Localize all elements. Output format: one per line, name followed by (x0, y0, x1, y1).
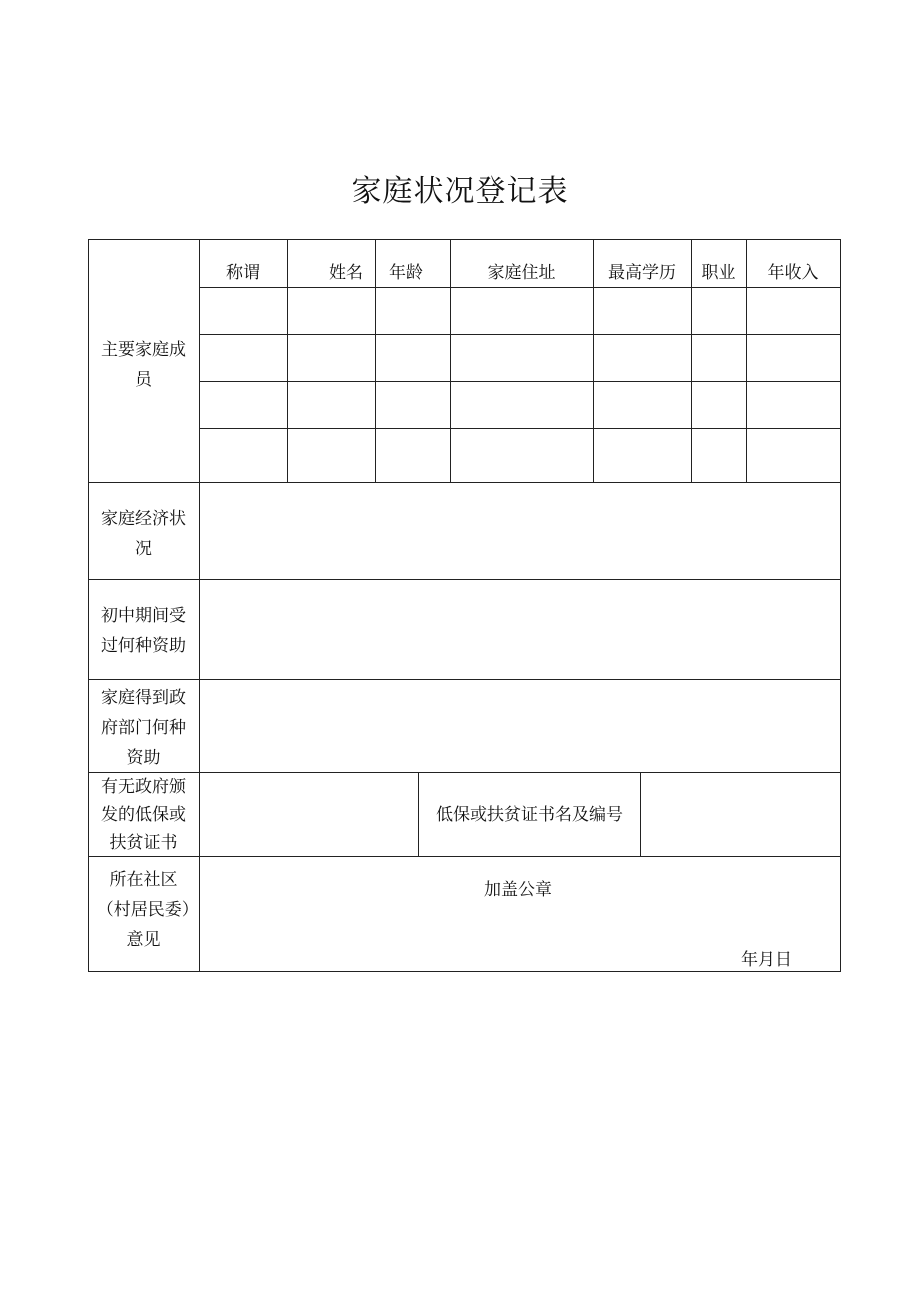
economy-label: 家庭经济状况 (101, 509, 186, 559)
member-education-cell[interactable] (594, 335, 691, 381)
header-address: 家庭住址 (487, 263, 556, 283)
header-occupation: 职业 (701, 263, 736, 283)
member-occupation-cell[interactable] (692, 382, 746, 428)
certificate-field[interactable] (200, 773, 418, 856)
member-name-cell[interactable] (288, 382, 375, 428)
certificate-number-field[interactable] (641, 773, 840, 856)
member-address-cell[interactable] (451, 429, 593, 482)
member-address-cell[interactable] (451, 335, 593, 381)
middle-school-aid-label: 初中期间受过何种资助 (101, 606, 186, 656)
header-relation: 称谓 (226, 263, 260, 283)
member-income-cell[interactable] (747, 382, 840, 428)
member-education-cell[interactable] (594, 288, 691, 334)
government-aid-field[interactable] (200, 680, 840, 772)
economy-field[interactable] (200, 483, 840, 579)
page-title: 家庭状况登记表 (351, 174, 569, 209)
member-income-cell[interactable] (747, 429, 840, 482)
member-name-cell[interactable] (288, 288, 375, 334)
members-label: 主要家庭成员 (101, 340, 186, 390)
member-occupation-cell[interactable] (692, 335, 746, 381)
member-address-cell[interactable] (451, 288, 593, 334)
member-relation-cell[interactable] (200, 429, 287, 482)
member-education-cell[interactable] (594, 429, 691, 482)
header-age: 年龄 (389, 263, 423, 283)
member-age-cell[interactable] (376, 288, 450, 334)
header-education: 最高学历 (608, 263, 676, 283)
header-annual-income: 年收入 (767, 263, 819, 283)
member-relation-cell[interactable] (200, 382, 287, 428)
member-income-cell[interactable] (747, 335, 840, 381)
header-name: 姓名 (329, 263, 363, 283)
member-age-cell[interactable] (376, 382, 450, 428)
certificate-label: 有无政府颁发的低保或扶贫证书 (101, 776, 186, 853)
member-education-cell[interactable] (594, 382, 691, 428)
certificate-name-label: 低保或扶贫证书名及编号 (436, 804, 623, 825)
member-address-cell[interactable] (451, 382, 593, 428)
community-label: 所在社区（村居民委）意见 (96, 870, 191, 950)
government-aid-label: 家庭得到政府部门何种资助 (101, 688, 186, 768)
member-age-cell[interactable] (376, 429, 450, 482)
member-income-cell[interactable] (747, 288, 840, 334)
member-name-cell[interactable] (288, 429, 375, 482)
seal-text: 加盖公章 (484, 880, 552, 900)
member-relation-cell[interactable] (200, 288, 287, 334)
member-relation-cell[interactable] (200, 335, 287, 381)
member-name-cell[interactable] (288, 335, 375, 381)
member-age-cell[interactable] (376, 335, 450, 381)
member-occupation-cell[interactable] (692, 288, 746, 334)
member-occupation-cell[interactable] (692, 429, 746, 482)
middle-school-aid-field[interactable] (200, 580, 840, 679)
date-text: 年月日 (741, 950, 792, 970)
